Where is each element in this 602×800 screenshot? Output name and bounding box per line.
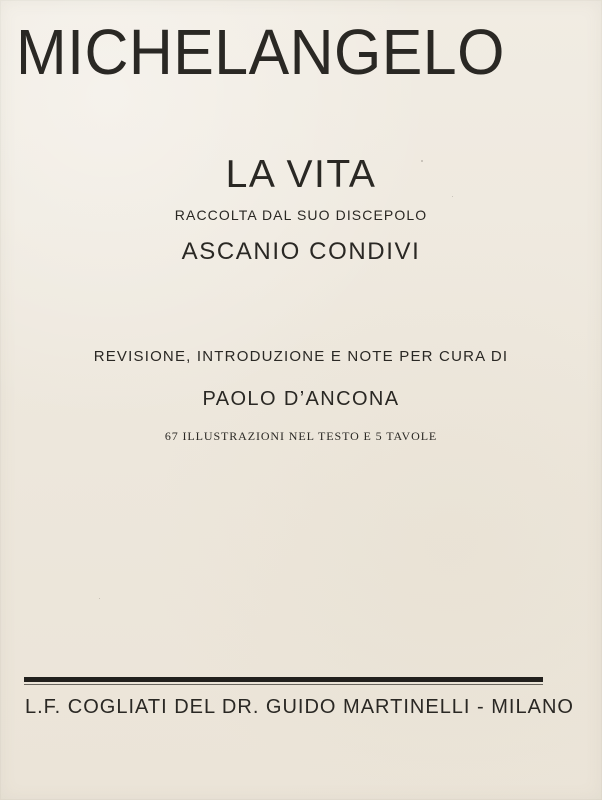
paper-speck xyxy=(99,598,100,599)
paper-speck xyxy=(452,196,453,197)
editor-name: PAOLO D’ANCONA xyxy=(202,388,400,410)
book-title: MICHELANGELO xyxy=(16,16,505,88)
publisher-line: L.F. COGLIATI DEL DR. GUIDO MARTINELLI - MILANO xyxy=(25,696,574,718)
publisher-rule-thick xyxy=(24,677,543,682)
book-subtitle: LA VITA xyxy=(225,153,377,196)
author-name: ASCANIO CONDIVI xyxy=(181,238,421,265)
illustrations-note: 67 ILLUSTRAZIONI NEL TESTO E 5 TAVOLE xyxy=(164,429,438,443)
revision-note: REVISIONE, INTRODUZIONE E NOTE PER CURA DI xyxy=(93,348,509,365)
publisher-rule-thin xyxy=(24,684,543,685)
paper-speck xyxy=(421,160,423,162)
collected-by-text: RACCOLTA DAL SUO DISCEPOLO xyxy=(174,207,428,223)
